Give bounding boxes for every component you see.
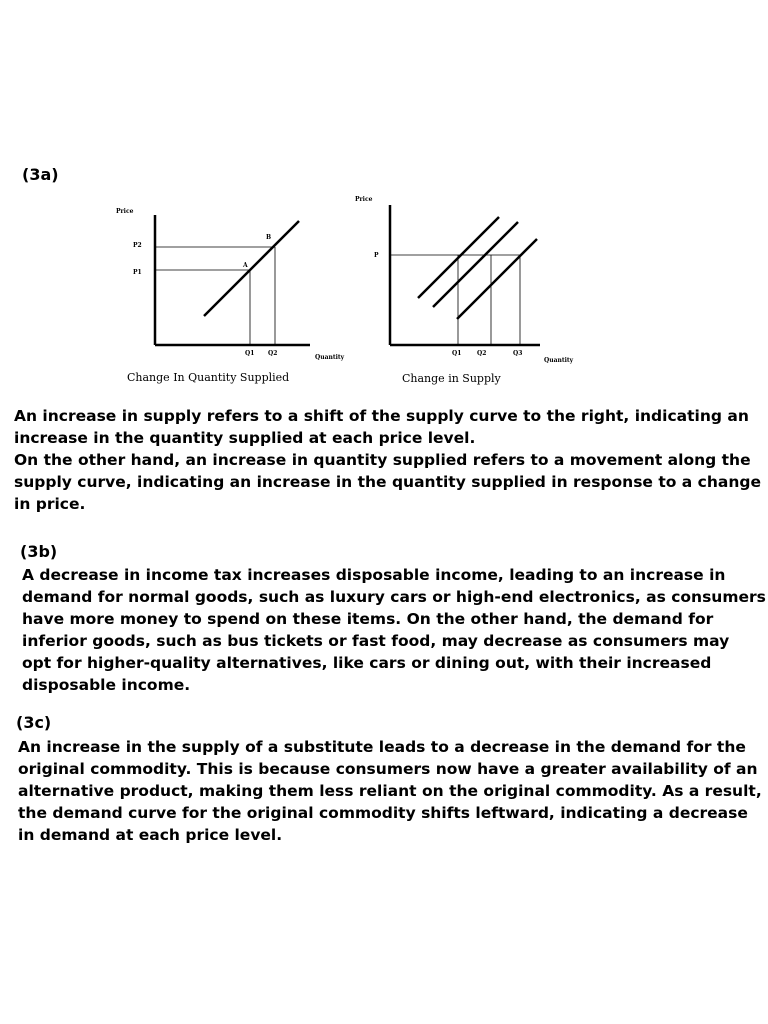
supply-curve-1 [418,217,499,298]
text-line: the demand curve for the original commodity shifts leftward, indicating a decrease [18,804,748,822]
right-graph-caption: Change in Supply [402,372,501,385]
text-line: alternative product, making them less reliant on the original commodity. As a result, [18,782,762,800]
text-line: original commodity. This is because consumers now have a greater availability of an [18,760,758,778]
supply-curve-3 [457,239,537,319]
supply-curve-2 [433,222,518,307]
right-x-axis-label: Quantity [544,357,574,364]
section-3b-label: (3b) [20,542,58,561]
section-3b-text [22,564,766,696]
right-q2-label: Q2 [477,350,487,357]
text-line: opt for higher-quality alternatives, like cars or dining out, with their increased [22,654,712,672]
right-q3-label: Q3 [513,350,523,357]
section-3a-text [14,405,761,515]
quantity-supplied-graph [100,200,345,390]
text-line: A decrease in income tax increases disposable income, leading to an increase in [22,566,726,584]
left-supply-curve [204,221,299,316]
text-line: demand for normal goods, such as luxury cars or high-end electronics, as consumers [22,588,766,606]
section-3c-text [18,736,762,846]
right-q1-label: Q1 [452,350,462,357]
text-line: inferior goods, such as bus tickets or fast food, may decrease as consumers may [22,632,730,650]
right-y-axis-label: Price [355,196,373,203]
text-line: in demand at each price level. [18,826,283,844]
left-y-axis-label: Price [116,208,134,215]
p2-label: P2 [133,242,142,249]
supply-shift-graph [355,190,595,390]
text-line: On the other hand, an increase in quantity supplied refers to a movement along the [14,451,751,469]
left-q1-label: Q1 [245,350,255,357]
text-line: have more money to spend on these items. On the other hand, the demand for [22,610,714,628]
section-3a-label: (3a) [22,165,59,184]
p-label: P [374,252,379,259]
text-line: increase in the quantity supplied at each price level. [14,429,476,447]
text-line: An increase in the supply of a substitute leads to a decrease in the demand for the [18,738,746,756]
text-line: An increase in supply refers to a shift of the supply curve to the right, indicating an [14,407,749,425]
p1-label: P1 [133,269,142,276]
point-a-label: A [243,262,248,269]
text-line: in price. [14,495,86,513]
left-graph-caption: Change In Quantity Supplied [127,371,290,384]
left-q2-label: Q2 [268,350,278,357]
text-line: supply curve, indicating an increase in the quantity supplied in response to a change [14,473,761,491]
text-line: disposable income. [22,676,191,694]
section-3c-label: (3c) [16,713,52,732]
point-b-label: B [266,234,272,241]
left-x-axis-label: Quantity [315,354,345,361]
